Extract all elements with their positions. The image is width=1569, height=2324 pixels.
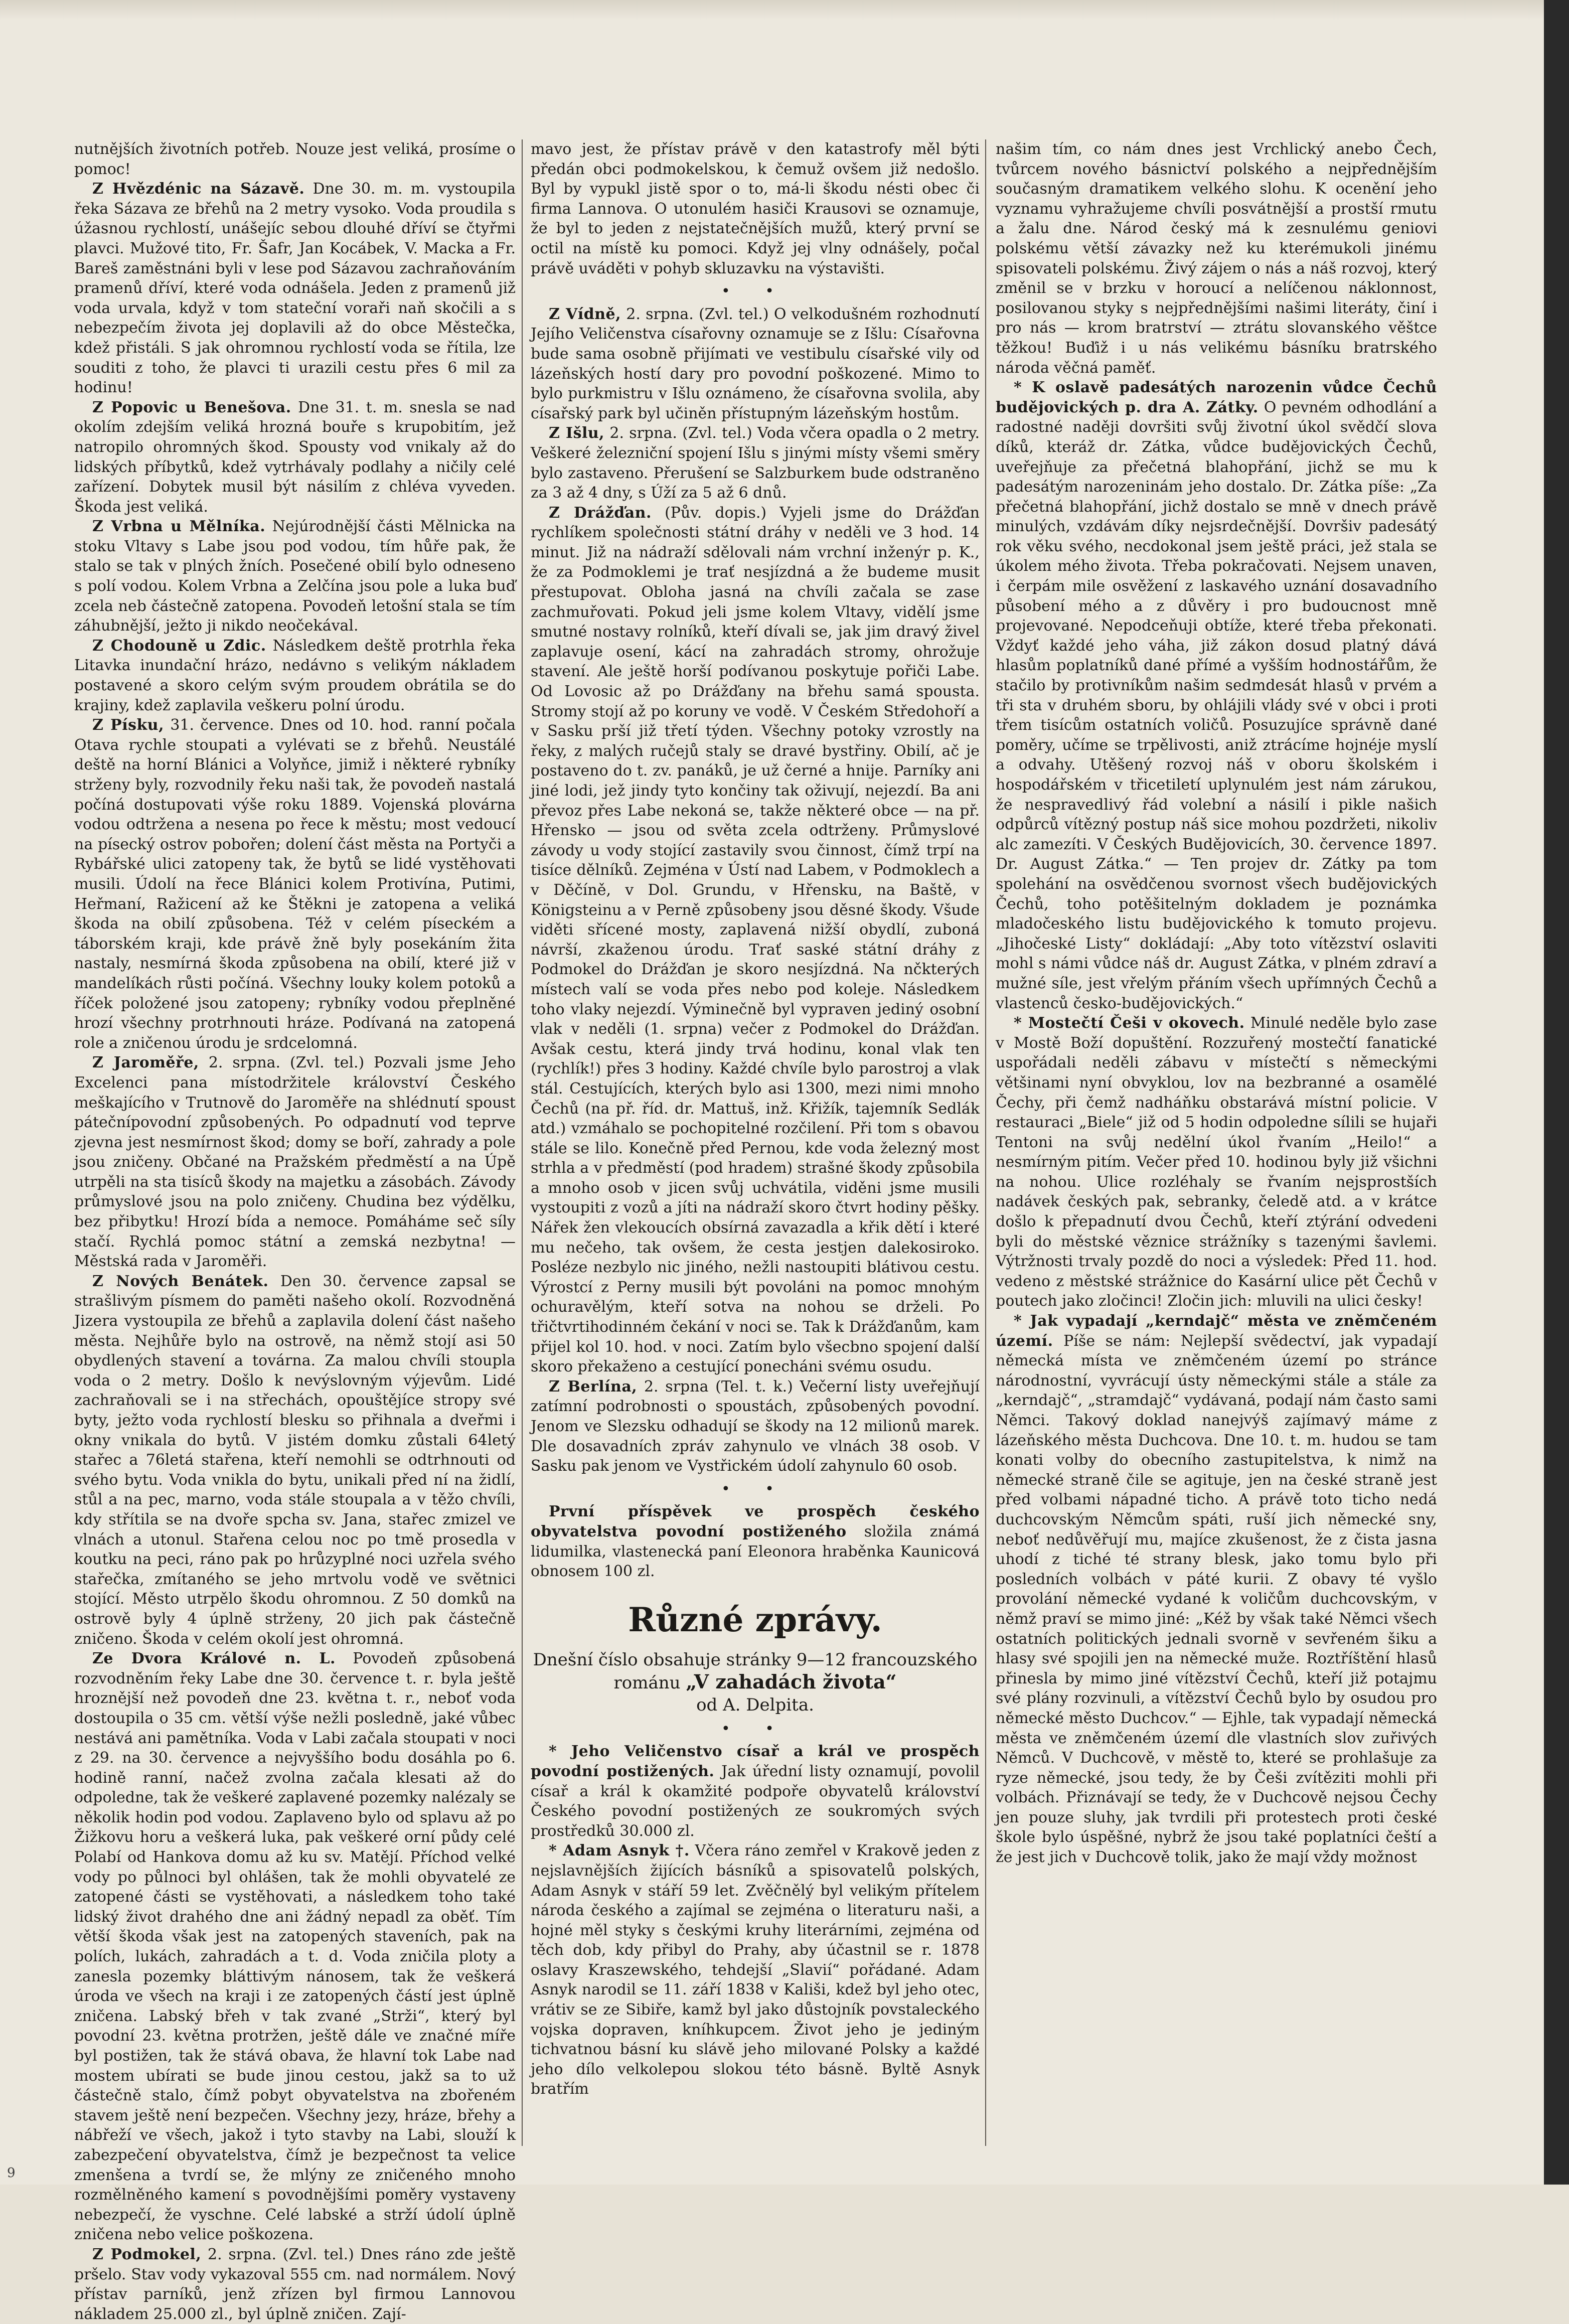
section-title: Různé zprávy. (628, 1600, 882, 1639)
article-text: Povodeň způsobená rozvodněním řeky Labe dne 30. července t. r. byla ještě hroznější než povodeň dne 23. května t. r., neboť voda dostoupila o 35 cm. větší výše nežli posledně, jaké vůbec nestává ani pamětníka. Voda v Labi začala stoupati v noci z 29. na 30. července a nejvyššího bodu dosáhla po 6. hodině ranní, načež zvolna začala klesati až do odpoledne, tak že veškeré zaplavené pozemky nalézaly se několik hodin pod vodou. Zaplaveno bylo od splavu až po Žižkovu horu a veškerá luka, pak veškeré orní půdy celé Polabí od Hankova domu až ku sv. Matějí. Příchod velké vody po půlnoci byl ohlášen, tak že mohli obyvatelé ze zatopené části se vystěhovati, a následkem toho také lidský život drahého dne ani žádný nepadl za oběť. Tím větší škoda však jest na zatopených staveních, pak na polích, lukách, zahradách a t. d. Voda zničila ploty a zanesla pozemky bláttivým nánosem, tak že veškerá úroda ve všech na kraji i ze zatopených částí jest úplně zničena. Labský břeh v tak zvané „Strži“, který byl povodní 23. května protržen, ještě dále ve značné míře byl postižen, tak že stává obava, že hlavní tok Labe nad mostem ubírati se bude jinou cestou, jakž sa to už částečně stalo, čímž pobyt obyvatelstva na zbořeném stavem ještě není bezpečen. Všechny jezy, hráze, břehy a nábřeží ve všech, jakož i tyto stavby na Labi, slouží k zabezpečení obyvatelstva, čímž je bezpečnost ta velice zmenšena a tvrdí se, že mlýny ze zničeného mnoho rozmělněného kamení s povodnějšími poměry vystaveny nebezpečí, že vyschne. Celé labské a strží údolí úplně zničena nebo velice poškozena. (74, 1650, 516, 2244)
article-text: O pevném odhodlání a radostné naději dovršiti svůj životní úkol svědčí slova díků, kteráž dr. Zátka, vůdce budějovických Čechů, uveřejňuje za přečetná blahopřání, jichž se mu k padesátým narozeninám jeho dostalo. Dr. Zátka píše: „Za přečetná blahopřání, jichž dostalo se mně v dnech právě minulých, vzdávám díky nejsrdečnější. Dovršiv padesátý rok věku svého, necdokonal jsem ještě práci, jež stala se úkolem mého života. Třeba pokračovati. Nejsem unaven, i čerpám mile osvěžení z laskavého uznání dosavadního působení mého a z důvěry i pro budoucnost mně projevované. Nepodceňuji obtíže, které třeba překonati. Vždyť každé jeho váha, již zákon dosud platný dává hlasům poplatníků dané přímé a vyšším hodnostářům, že stačilo by protivníkům našim sedmdesát hlasů v prvém a tři sta v druhém sboru, by ohlájili vlády své v obci i proti třem tisícům ostatních voličů. Posuzujíce správně dané poměry, učíme se trpělivosti, aniž ztrácíme hojnéje myslí a odvahy. Utěšený rozvoj náš v oboru školském i hospodářském v třicetiletí uplynulém jest nám zárukou, že nespravedlivý řád volební a násilí i pikle našich odpůrců vítězný postup náš sice mohou pozdržeti, nikoliv alc zamezíti. V Českých Budějovicích, 30. července 1897. Dr. August Zátka.“ — Ten projev dr. Zátky pa tom spolehání na osvědčenou svornost všech budějovických Čechů, toho potěšitelným dokladem je poznámka mladočeského listu budějovického k tomuto projevu. „Jihočeské Listy“ dokládají: „Aby toto vítězství oslaviti mohl s námi vůdce náš dr. August Zátka, v plném zdraví a mužné síle, jest vřelým přáním všech upřímných Čechů a vlastenců česko-budějovických.“ (996, 398, 1437, 1012)
column-3 (996, 139, 1437, 2147)
article-headline: Z Berlína, (549, 1377, 638, 1396)
article-text: 2. srpna. (Zvl. tel.) Voda včera opadla o 2 metry. Veškeré železniční spojení Išlu s jinými místy všemi směry bylo zastaveno. Přerušení se Salzburkem bude odstraněno za 3 až 4 dny, s Úží za 5 až 6 dnů. (531, 424, 980, 502)
article-paragraph (531, 1742, 980, 1841)
article-paragraph (531, 1841, 980, 2099)
article-text: složila známá lidumilka, vlastenecká paní Eleonora hraběnka Kaunicová obnosem 100 zl. (531, 1522, 980, 1581)
article-paragraph (996, 378, 1437, 1013)
article-text: Den 30. července zapsal se strašlivým písmem do paměti našeho okolí. Rozvodněná Jizera vystoupila ze břehů a zaplavila dolení část našeho města. Nejhůře bylo na ostrově, na němž stojí asi 50 obydlených stavení a továrna. Za malou chvíli stoupla voda o 2 metry. Došlo k nevýslovným výjevům. Lidé zachraňovali se i na střechách, opouštějíce stropy své byty, ježto voda rychlostí blesku so přihnala a dveřmi i okny vnikala do bytů. V jistém domku zůstali 64letý stařec a 76letá stařena, kteří nemohli se odtrhnouti od svého bytu. Voda vnikla do bytu, unikali před ní na židlí, stůl a na pec, marno, voda stále stoupala a v těžo chvíli, kdy střítila se na dvoře spcha sv. Jana, stařec zmizel ve vlnách a utonul. Stařena celou noc po tmě prosedla v koutku na peci, ráno pak po hrůzyplné noci uzřela svého stařečka, zmítaného se jeho mrtvolu vodě ve světnici stojící. Město utrpělo škodu ohromnou. Z 50 domků na ostrově byly 4 úplně strženy, 20 jich pak částečně zničeno. Škoda v celém okolí jest ohromná. (74, 1272, 516, 1648)
section-separator: • • (721, 1480, 789, 1498)
section-separator: • • (721, 282, 789, 300)
article-paragraph (74, 1053, 516, 1272)
column-rule (985, 139, 986, 2146)
scan-top-edge (0, 0, 1544, 20)
article-text: Jak úřední listy oznamují, povolil císař a král k okamžité podpoře obyvatelů království Českého povodní postižených ze soukromých svých prostředků 30.000 zl. (531, 1762, 980, 1840)
article-paragraph (531, 503, 980, 1377)
article-headline: Z Písku, (92, 716, 165, 734)
article-text: 31. července. Dnes od 10. hod. ranní počala Otava rychle stoupati a vylévati se z břehů. Neustálé deště na horní Blánici a Volyňce, jimiž i některé rybníky strženy byly, rozvodnily řeku naši tak, že povodeň nastalá počíná dostupovati výše roku 1889. Vojenská plovárna vodou odtržena a nesena po řece k městu; most vedoucí na písecký ostrov pobořen; dolení část města na Portyči a Rybářské ulici zatopeny tak, že bytů se lidé vystěhovati musili. Údolí na řece Blánici kolem Protivína, Putimi, Heřmaní, Ražicení až ke Štěkni je zatopena a veliká škoda na obilí způsobena. Též v celém píseckém a táborském kraji, kde právě žně byly posekáním žita nastaly, nesmírná škoda způsobena na obilí, které již v mandelíkách růsti počíná. Všechny louky kolem potoků a říček položené jsou zatopeny; rybníky vodou přeplněné hrozí všechny protrhnouti hráze. Podívaná na zatopená role a zničenou úrodu je srdcelomná. (74, 716, 516, 1052)
article-text: Minulé neděle bylo zase v Mostě Boží dopuštění. Rozzuřený mostečtí fanatické uspořádali neděli zábavu v místečtí s německými většinami nyní obvyklou, lov na bezbranné a osamělé Čechy, při čemž nadháňku obstarává místní policie. V restauraci „Biele“ již od 5 hodin odpoledne sílili se hujaři Tentoni na svůj nedělní úkol řvaním „Heilo!“ a nesmírným pitím. Večer před 10. hodinou byly již všichni na nohou. Ulice rozléhaly se řvaním nejsprostších nadávek českých pak, sebranky, čeledě atd. a v krátce došlo k přepadnutí dvou Čechů, kteří ztýrání odvedeni byli do městské věznice strážníky s tazenými šavlemi. Výtržnosti trvaly pozdě do noci a výsledek: Před 11. hod. vedeno z městské strážnice do Kasární ulice pět Čechů v poutech jako zločinci! Zločin jich: mluvili na ulici česky! (996, 1014, 1437, 1310)
article-headline: Z Hvězdénic na Sázavě. (92, 180, 305, 198)
article-paragraph (74, 2245, 516, 2324)
article-text: Následkem deště protrhla řeka Litavka inundační hrázo, nedávno s velikým nákladem postavené a skoro celým svým proudem obrátila se do krajiny, kdež zaplavila veškeru polní úrodu. (74, 637, 516, 714)
article-headline: Z Išlu, (549, 424, 605, 442)
article-headline: * Adam Asnyk †. (549, 1842, 690, 1860)
page-corner-mark: 9 (7, 2165, 16, 2181)
article-paragraph (531, 423, 980, 503)
article-paragraph (74, 179, 516, 398)
announcement-line: Dnešní číslo obsahuje stránky 9—12 francouzského románu (533, 1649, 978, 1693)
article-headline: * Jak vypadají „kerndajč“ města ve zněmčeném území. (996, 1312, 1437, 1350)
article-headline: První příspěvek ve prospěch českého obyvatelstva povodní postiženého (531, 1503, 980, 1540)
article-paragraph (996, 1013, 1437, 1311)
section-separator: • • (721, 1720, 789, 1738)
article-paragraph (531, 1502, 980, 1581)
novel-title: „V zahadách života“ (686, 1670, 897, 1693)
article-headline: Ze Dvora Králové n. L. (92, 1650, 336, 1668)
article-headline: Z Chodouně u Zdic. (92, 637, 266, 655)
article-headline: * K oslavě padesátých narozenin vůdce Čechů budějovických p. dra A. Zátky. (996, 379, 1437, 416)
article-text: nutnějších životních potřeb. Nouze jest veliká, prosíme o pomoc! (74, 140, 516, 178)
article-headline: * Mostečtí Češi v okovech. (1014, 1014, 1245, 1032)
article-paragraph (996, 139, 1437, 378)
article-text: Dne 30. m. m. vystoupila řeka Sázava ze břehů na 2 metry vysoko. Voda proudila s úžasnou rychlostí, unášejíc sebou dlouhé dříví se čtyřmi plavci. Mužové tito, Fr. Šafr, Jan Kocábek, V. Macka a Fr. Bareš zaměstnáni byli v lese pod Sázavou zachraňováním pramenů dříví, které voda odnášela. Jeden z pramenů již voda urvala, když v tom stateční voraři naň skočili a s nebezpečím života jej doplavili až do obce Městečka, kdež přistáli. S jak ohromnou rychlostí voda se řítila, lze souditi z toho, že plavci ti urazili cestu přes 6 mil za hodinu! (74, 180, 516, 397)
article-paragraph (531, 1377, 980, 1476)
article-paragraph (74, 139, 516, 179)
article-headline: Z Vrbna u Mělníka. (92, 518, 266, 536)
article-headline: Z Jaroměře, (92, 1054, 199, 1072)
article-text: našim tím, co nám dnes jest Vrchlický anebo Čech, tvůrcem nového básnictví polského a nejpřednějším současným dramatikem velkého slohu. K ocenění jeho vyznamu vyhražujeme chvíli posvátnější a prostší rmutu a žalu dne. Národ český má k zesnulému geniovi polskému větší závazky než ku kterémukoli jinému spisovateli polskému. Živý zájem o nás a náš rozvoj, který změnil se v brzku v horoucí a nelíčenou náklonnost, posilovanou styky s nejpřednějšími našimi literáty, činí i pro nás — krom bratrství — ztrátu slovanského věštce těžkou! Buďiž i u nás velikému básníku bratrského národa věčná paměť. (996, 140, 1437, 377)
article-text: 2. srpna (Tel. t. k.) Večerní listy uveřejňují zatímní podrobnosti o spoustách, způsobených povodní. Jenom ve Slezsku odhadují se škody na 12 milionů marek. Dle dosavadních zpráv zahynulo ve vlnách 38 osob. V Sasku pak jenom ve Vystřickém údolí zahynulo 60 osob. (531, 1377, 980, 1475)
article-text: Včera ráno zemřel v Krakově jeden z nejslavnějších žijících básníků a spisovatelů polských, Adam Asnyk v stáří 59 let. Zvěčnělý byl velikým přítelem národa českého a zajímal se zejména o literaturu naši, a hojné měl styky s českými kruhy literárními, zejména od těch dob, kdy přibyl do Prahy, aby účastnil se r. 1878 oslavy Kraszewského, tehdejší „Slavií“ pořádané. Adam Asnyk narodil se 11. září 1838 v Kališi, kdež byl jeho otec, vrátiv se ze Sibiře, kamž byl jako důstojník povstaleckého vojska dopraven, kníhkupcem. Život jeho je jediným tichvatnou básní ku slávě jeho milované Polsky a každé jeho dílo velkolepou slokou této básně. Byltě Asnyk bratřím (531, 1842, 980, 2098)
article-text: Dne 31. t. m. snesla se nad okolím zdejším veliká hrozná bouře s krupobitím, jež natropilo ohromných škod. Spousty vod vnikaly až do lidských příbytků, kdež vytrhávaly podlahy a ničily celé zařízení. Dobytek musil být násilím z chléva vyveden. Škoda jest veliká. (74, 398, 516, 516)
column-rule (522, 139, 523, 2146)
article-headline: Z Nových Benátek. (92, 1272, 269, 1290)
article-text: 2. srpna. (Zvl. tel.) Pozvali jsme Jeho Excelenci pana místodržitele království Českého meškajícího v Trutnově do Jaroměře na shlédnutí spoust pátečnípovodní způsobených. Po odpadnutí vod teprve zjevna jest nesmírnost škod; domy se boří, zahrady a pole jsou zničeny. Občané na Pražském předměstí a na Úpě utrpěli na sta tisíců škody na majetku a zásobách. Závody průmyslové jsou na polo zničeny. Chudina bez výdělku, bez přibytku! Hrozí bída a nemoce. Pomáháme seč síly stačí. Rychlá pomoc státní a zemská nezbytna! — Městská rada v Jaroměři. (74, 1054, 516, 1271)
article-text: (Pův. dopis.) Vyjeli jsme do Drážďan rychlíkem společnosti státní dráhy v neděli ve 3 hod. 14 minut. Již na nádraží sdělovali nám vrchní inženýr p. K., že za Podmoklemi je trať nesjízdná a že budeme musit přestupovat. Obloha jasná na chvíli začala se zase zachmuřovati. Pokud jeli jsme kolem Vltavy, vidělí jsme smutné nostavy rolníků, kteří dívali se, jak jim dravý živel zaplavuje osení, kácí na zahradách stromy, ohrožuje stavení. Ale ještě horší podívanou poskytuje pořiči Labe. Od Lovosic až po Drážďany na břehu samá spousta. Stromy stojí až po koruny ve vodě. V Českém Středohoří a v Sasku prší již třetí týden. Všechny potoky vzrostly na řeky, z malých ručejů staly se dravé bystřiny. Obilí, ač je postaveno do t. zv. panáků, je už černé a hnije. Parníky ani jiné lodi, jež jindy tyto končiny tak oživují, nejezdí. Ba ani převoz přes Labe nekoná se, takže některé obce — na př. Hřensko — jsou od světa zcela odtrženy. Průmyslové závody u vody stojící zastavily svou činnost, čímž trpí na tisíce dělníků. Zejména v Ústí nad Labem, v Podmoklech a v Děčíně, v Dol. Grundu, v Hřensku, na Baště, v Königsteinu a v Perně způsobeny jsou děsné škody. Všude viděti sřícené mosty, zaplavená nižší obydlí, zuboná návrší, zkaženou úrodu. Trať saské státní dráhy z Podmokel do Drážďan je skoro nesjízdná. Na nčkterých místech valí se voda přes nebo pod koleje. Následkem toho vlaky nejezdí. Výminečně byl vypraven jediný osobní vlak v neděli (1. srpna) večer z Podmokel do Drážďan. Avšak cestu, která jindy trvá hodinu, konal vlak ten (rychlík!) přes 3 hodiny. Každé chvíle bylo parostroj a vlak stál. Cestujících, kterých bylo asi 1300, mezi nimi mnoho Čechů (na př. říd. dr. Mattuš, inž. Křižík, tajemník Sedlák atd.) vzmáhalo se pochopitelné rozčilení. Při tom s obavou stále se lilo. Konečně před Pernou, kde voda železný most strhla a v předměstí (pod hradem) strašné škody způsobila a mnoho osob v jicen svůj uchvátila, viděni jsme musili vystoupiti z vozů a jíti na nádraží skoro čtvrt hodiny pěšky. Nářek žen vlekoucích obsírná zavazadla a křik dětí i které mu nečeho, tak ovšem, že cesta jestjen dalekosiroko. Posléze nezbylo nic jiného, nežli nastoupiti blátivou cestu. Výrostcí z Perny musili být povoláni na pomoc mnohým ochuravělým, kteří sotva na nohou se drželi. Po třičtvrtihodinném čekání v noci se. Tak k Drážďanům, kam přijel kol 10. hod. v noci. Zatím bylo všecbno spojení další skoro překaženo a cestující ponecháni svému osudu. (531, 504, 980, 1376)
article-paragraph (531, 139, 980, 278)
announcement-author: od A. Delpita. (696, 1694, 814, 1715)
article-headline: Z Drážďan. (549, 504, 652, 522)
article-text: 2. srpna. (Zvl. tel.) O velkodušném rozhodnutí Jejího Veličenstva císařovny oznamuje se z Išlu: Císařovna bude sama osobně přijímati ve vestibulu císařské vily od lázeňských hostí dary pro povodní poškozené. Mimo to bylo purkmistru v Išlu oznámeno, že císařovna svolila, aby císařský park byl učiněn přístupným lázeňským hostům. (531, 305, 980, 422)
column-1 (74, 139, 516, 2323)
article-text: Píše se nám: Nejlepší svědectví, jak vypadají německá místa ve zněmčeném území po stránce národnostní, vyvrácují ústy německými stále a stále za „kerndajč“, „stramdajč“ vydávaná, podají nám často sami Němci. Takový doklad nanejvýš zajímavý máme z lázeňského města Duchcova. Dne 10. t. m. hudou se tam konati volby do obecního zastupitelstva, k nimž na německé straně čile se agituje, jen na české straně jest před volbami nápadné ticho. A právě toto ticho nedá duchcovským Němcům spáti, ruší jich německé sny, neboť nedůvěřují mu, majíce zkušenost, že z čista jasna uhodí z tiché té strany blesk, jako tomu bylo při posledních volbách v páté kurii. Z obavy té vyšlo provolání německé vydané k voličům duchcovským, v němž praví se mimo jiné: „Kéž by však také Němci všech ostatních politických jednali svorně v sevřeném šiku a hlasy své spojili jen na německé muže. Roztříštění hlasů přinesla by mimo jiné vítězství Čechů, kteří již potajmu své plány rozvinuli, a vítězství Čechů bylo by osudou pro německé město Duchcov.“ — Ejhle, tak vypadají německá města ve zněmčeném území dle vlastních slov zuřivých Němců. V Duchcově, v městě to, které se prohlašuje za ryze německé, jsou tedy, že by Češi zvítěziti mohli při volbách. Přiznávají se tedy, že v Duchcově nejsou Čechy jen pouze sluhy, jak tvrdili při protestech proti české škole bylo úspěšné, nybrž že jsou také poplatníci čeští a že jest jich v Duchcově tolik, jako že mají vždy možnost (996, 1332, 1437, 1867)
article-paragraph (74, 1272, 516, 1649)
article-text: Nejúrodnější části Mělnicka na stoku Vltavy s Labe jsou pod vodou, tím hůře pak, že stalo se tak v plných žních. Posečené obilí bylo odneseno s polí vodou. Kolem Vrbna a Zelčína jsou pole a luka buď zcela neb částečně zatopena. Povodeň letošní stala se tím záhubnější, ježto ji nikdo neočekával. (74, 518, 516, 635)
scan-dark-border (1544, 0, 1569, 2185)
article-headline: Z Podmokel, (92, 2245, 202, 2263)
article-headline: Z Vídně, (549, 305, 621, 323)
article-paragraph (74, 398, 516, 517)
article-paragraph (74, 715, 516, 1053)
article-paragraph (74, 517, 516, 636)
article-paragraph (996, 1311, 1437, 1868)
column-2 (531, 139, 980, 2147)
article-paragraph (74, 1649, 516, 2245)
article-headline: Z Popovic u Benešova. (92, 398, 291, 416)
article-headline: * Jeho Veličenstvo císař a král ve prospěch povodní postižených. (531, 1743, 980, 1780)
article-text: 2. srpna. (Zvl. tel.) Dnes ráno zde ještě pršelo. Stav vody vykazoval 555 cm. nad normálem. Nový přístav parníků, jenž zřízen byl firmou Lannovou nákladem 25.000 zl., byl úplně zničen. Zají- (74, 2245, 516, 2323)
serial-announcement (531, 1649, 980, 1716)
article-paragraph (74, 636, 516, 715)
article-paragraph (531, 304, 980, 424)
article-text: mavo jest, že přístav právě v den katastrofy měl býti předán obci podmokelskou, k čemuž ovšem již nedošlo. Byl by vypukl jistě spor o to, má-li škodu nésti obec či firma Lannova. O utonulém hasiči Krausovi se oznamuje, že byl to jeden z nejstatečnějších mužů, který první se octil na místě ku pomoci. Když jej vlny odnášely, počal právě uváděti v pohyb skluzavku na výstavišti. (531, 140, 980, 277)
